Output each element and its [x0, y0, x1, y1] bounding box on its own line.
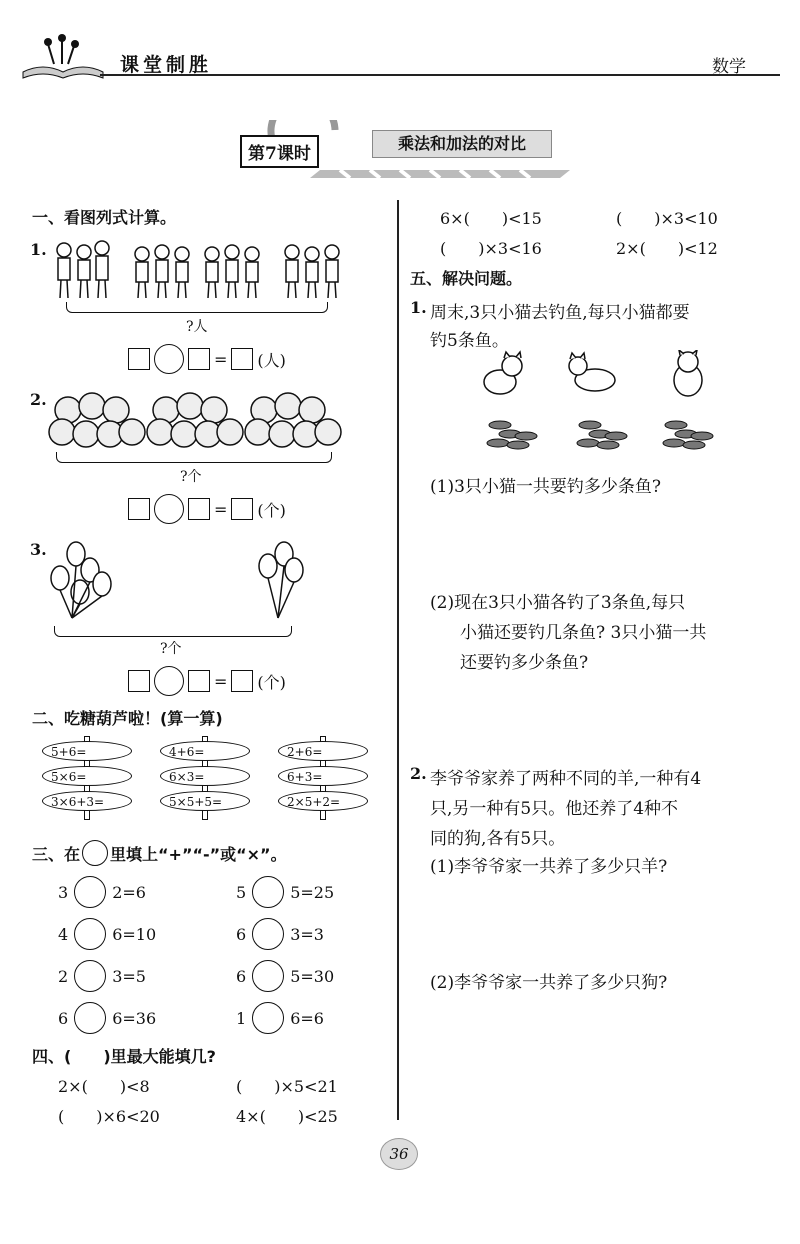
operator-circle[interactable] [154, 494, 184, 524]
q1-unit: (人) [257, 350, 286, 370]
operator-item: 2 3=5 [58, 960, 146, 992]
answer-box[interactable] [231, 498, 253, 520]
p2-number: 2. [410, 764, 427, 783]
p1-text-line: 周末,3只小猫去钓鱼,每只小猫都要 [430, 303, 690, 323]
operator-circle-example [82, 840, 108, 866]
candy-expression[interactable]: 5+6= [42, 741, 132, 761]
candy-expression[interactable]: 4+6= [160, 741, 250, 761]
q2-equation [128, 494, 286, 524]
operator-item: 3 2=6 [58, 876, 146, 908]
answer-box[interactable] [128, 348, 150, 370]
q2-caption: ?个 [180, 469, 202, 485]
operator-circle[interactable] [154, 344, 184, 374]
section2-heading: 二、吃糖葫芦啦！(算一算) [32, 709, 223, 728]
operator-item: 4 6=10 [58, 918, 156, 950]
column-divider [397, 200, 399, 1120]
answer-box[interactable] [188, 670, 210, 692]
section3-heading-post: 里填上“+”“-”或“×”。 [110, 844, 287, 864]
candy-expression[interactable]: 2×5+2= [278, 791, 368, 811]
answer-box[interactable] [128, 670, 150, 692]
fill-item[interactable]: 6×( )<15 [440, 209, 542, 228]
section3-heading [32, 840, 287, 866]
candy-expression[interactable]: 6+3= [278, 766, 368, 786]
candy-expression[interactable]: 6×3= [160, 766, 250, 786]
candy-expression[interactable]: 3×6+3= [42, 791, 132, 811]
operator-circle[interactable] [74, 876, 106, 908]
cats-fish-illustration [470, 350, 740, 470]
children-illustration [52, 238, 362, 300]
lesson-topic: 乘法和加法的对比 [372, 130, 552, 158]
fill-item[interactable]: ( )×5<21 [236, 1077, 338, 1096]
fill-item[interactable]: 4×( )<25 [236, 1107, 338, 1126]
p1-question-1: (1)3只小猫一共要钓多少条鱼? [430, 477, 662, 497]
section1-heading: 一、看图列式计算。 [32, 208, 177, 227]
answer-box[interactable] [188, 348, 210, 370]
p2-text-line: 同的狗,各有5只。 [430, 829, 566, 849]
header-rule [100, 74, 780, 76]
q2-brace [56, 452, 332, 463]
q1-number: 1. [30, 240, 47, 259]
p2-question-2: (2)李爷爷家一共养了多少只狗? [430, 973, 668, 993]
p1-question-2-line: 还要钓多少条鱼? [460, 653, 589, 673]
q3-equation [128, 666, 286, 696]
answer-box[interactable] [231, 670, 253, 692]
section4-heading: 四、( )里最大能填几? [32, 1047, 216, 1066]
candy-expression[interactable]: 5×5+5= [160, 791, 250, 811]
operator-item: 6 6=36 [58, 1002, 156, 1034]
candy-expression[interactable]: 5×6= [42, 766, 132, 786]
p1-number: 1. [410, 298, 427, 317]
fill-item[interactable]: ( )×3<10 [616, 209, 718, 228]
operator-circle[interactable] [252, 1002, 284, 1034]
q3-brace [54, 626, 292, 637]
operator-circle[interactable] [154, 666, 184, 696]
operator-circle[interactable] [74, 1002, 106, 1034]
operator-circle[interactable] [74, 960, 106, 992]
q3-number: 3. [30, 540, 47, 559]
p1-text-line: 钓5条鱼。 [430, 331, 509, 351]
q1-brace [66, 302, 328, 313]
fill-item[interactable]: 2×( )<8 [58, 1077, 150, 1096]
operator-circle[interactable] [252, 918, 284, 950]
p1-question-2-line: (2)现在3只小猫各钓了3条鱼,每只 [430, 593, 686, 613]
fill-item[interactable]: ( )×3<16 [440, 239, 542, 258]
header-subject: 数学 [712, 57, 746, 77]
q2-unit: (个) [257, 500, 286, 520]
balloons-illustration [40, 536, 310, 626]
q1-caption: ?人 [186, 319, 208, 335]
operator-item: 5 5=25 [236, 876, 334, 908]
header-title: 课堂制胜 [120, 54, 213, 76]
operator-circle[interactable] [252, 960, 284, 992]
p1-question-2-line: 小猫还要钓几条鱼? 3只小猫一共 [460, 623, 707, 643]
answer-box[interactable] [128, 498, 150, 520]
equals-sign: = [214, 349, 228, 369]
fill-item[interactable]: 2×( )<12 [616, 239, 718, 258]
fill-item[interactable]: ( )×6<20 [58, 1107, 160, 1126]
page-number: 36 [380, 1138, 418, 1170]
q3-unit: (个) [257, 672, 286, 692]
apples-illustration [48, 388, 348, 450]
book-logo-icon [18, 32, 108, 82]
operator-circle[interactable] [74, 918, 106, 950]
q2-number: 2. [30, 390, 47, 409]
p2-text-line: 李爷爷家养了两种不同的羊,一种有4 [430, 769, 702, 789]
lesson-badge: 第7课时 [240, 135, 319, 168]
answer-box[interactable] [188, 498, 210, 520]
p2-question-1: (1)李爷爷家一共养了多少只羊? [430, 857, 668, 877]
q3-caption: ?个 [160, 641, 182, 657]
p2-text-line: 只,另一种有5只。他还养了4种不 [430, 799, 679, 819]
section3-heading-pre: 三、在 [32, 844, 81, 864]
operator-circle[interactable] [252, 876, 284, 908]
q1-equation [128, 344, 286, 374]
candy-expression[interactable]: 2+6= [278, 741, 368, 761]
operator-item: 6 5=30 [236, 960, 334, 992]
operator-item: 6 3=3 [236, 918, 324, 950]
equals-sign: = [214, 499, 228, 519]
section5-heading: 五、解决问题。 [410, 269, 523, 288]
answer-box[interactable] [231, 348, 253, 370]
operator-item: 1 6=6 [236, 1002, 324, 1034]
equals-sign: = [214, 671, 228, 691]
